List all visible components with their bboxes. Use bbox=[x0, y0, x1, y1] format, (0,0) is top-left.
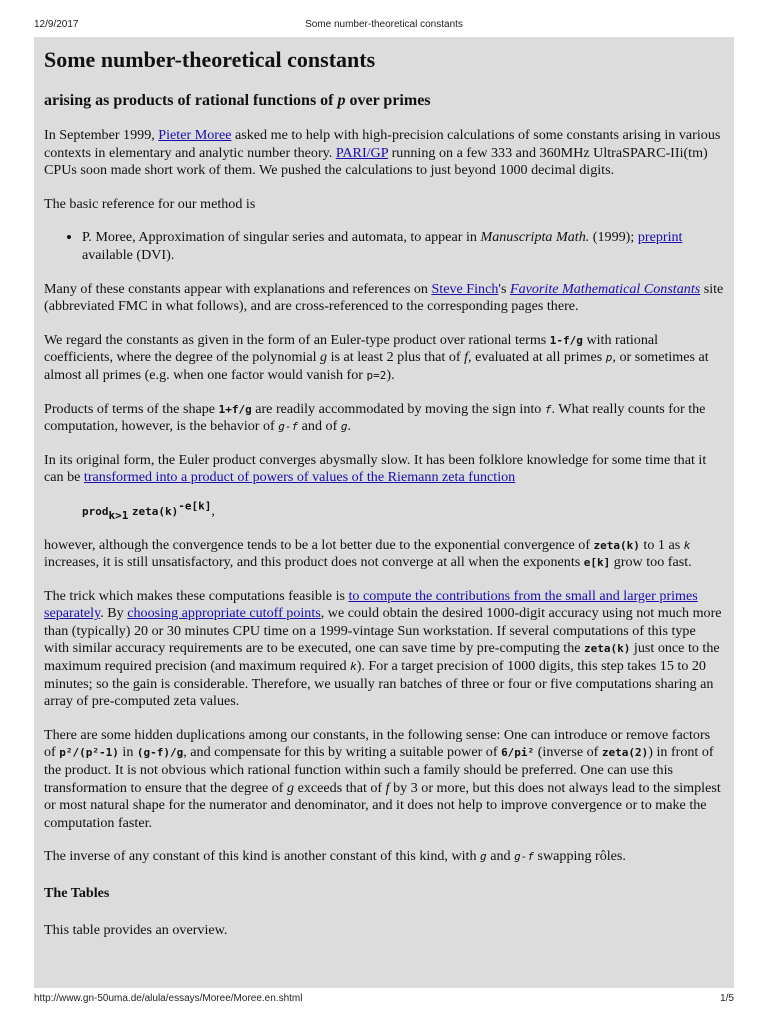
fmc-paragraph: Many of these constants appear with explanations and references on Steve Finch's Favorite Mathematical Constants site (abbreviated FMC in what follows), and are cross-referenced to the corresponding pages there. bbox=[44, 280, 724, 315]
zeta-transform-link[interactable]: transformed into a product of powers of values of the Riemann zeta function bbox=[83, 469, 516, 486]
page-title: Some number-theoretical constants bbox=[44, 47, 376, 72]
tables-heading: The Tables bbox=[44, 885, 110, 901]
split-primes-link[interactable]: to compute the contributions from the small and larger primes separately bbox=[44, 587, 698, 622]
print-date: 12/9/2017 bbox=[34, 19, 79, 30]
zeta-convergence-paragraph: however, although the convergence tends to be a lot better due to the exponential convergence of zeta(k) to 1 as k increases, it is still unsatisfactory, and this product does not converge at all when the exponents e[k] grow too fast. bbox=[44, 536, 692, 571]
reference-intro: The basic reference for our method is bbox=[44, 195, 256, 212]
inverse-paragraph: The inverse of any constant of this kind is another constant of this kind, with g and g-f swapping rôles. bbox=[44, 848, 626, 865]
page-subtitle: arising as products of rational functions of p over primes bbox=[44, 92, 431, 109]
reference-item: • P. Moree, Approximation of singular series and automata, to appear in Manuscripta Math. (1999); preprint available (DVI). bbox=[82, 229, 724, 264]
computation-trick-paragraph: The trick which makes these computations feasible is to compute the contributions from the small and larger primes separately. By choosing appropriate cutoff points, we could obtain the desired 1000-digit accuracy using not much more than (typically) 20 or 30 minutes CPU time on a 1999-vintage Sun workstation. If several computations of this type with similar accuracy requirements are to be executed, one can save time by pre-computing the zeta(k) just once to the maximum required precision (and maximum required k). For a target precision of 1000 digits, this step takes 15 to 20 minutes; so the gain is considerable. Therefore, we usually ran batches of three or four or five computations sharing an array of pre-computed zeta values. bbox=[44, 587, 722, 710]
article-body bbox=[34, 37, 734, 988]
intro-paragraph: In September 1999, Pieter Moree asked me to help with high-precision calculations of some constants arising in various contexts in elementary and analytic number theory. PARI/GP running on a few 333 and 360MHz UltraSPARC-IIi(tm) CPUs soon made short work of them. We pushed the calculations to just beyond 1000 decimal digits. bbox=[44, 127, 721, 179]
shape-paragraph: Products of terms of the shape 1+f/g are readily accommodated by moving the sign into f. What really counts for the computation, however, is the behavior of g-f and of g. bbox=[44, 400, 706, 435]
pieter-moree-link[interactable]: Pieter Moree bbox=[158, 127, 232, 143]
pari-gp-link[interactable]: PARI/GP bbox=[335, 144, 389, 161]
fmc-link[interactable]: Favorite Mathematical Constants bbox=[509, 280, 701, 297]
duplications-paragraph: There are some hidden duplications among our constants, in the following sense: One can introduce or remove factors of p²/(p²-1) in (g-f)/g, and compensate for this by writing a suitable power of 6/pi² (inverse of zeta(2)) in front of the product. It is not obvious which rational function within such a family should be preferred. One can use this transformation to ensure that the degree of g exceeds that of f by 3 or more, but this does not always lead to the simplest or most natural shape for the numerator and denominator, and it does not help to improve convergence or to make the computation faster. bbox=[44, 726, 721, 831]
print-page-title: Some number-theoretical constants bbox=[305, 19, 463, 30]
tables-intro: This table provides an overview. bbox=[44, 922, 228, 938]
print-footer bbox=[0, 990, 768, 1024]
print-page-number: 1/5 bbox=[720, 993, 734, 1004]
steve-finch-link[interactable]: Steve Finch bbox=[431, 280, 499, 297]
cutoff-points-link[interactable]: choosing appropriate cutoff points bbox=[127, 605, 321, 622]
print-header bbox=[0, 0, 768, 36]
print-url: http://www.gn-50uma.de/alula/essays/Moree/Moree.en.shtml bbox=[34, 993, 303, 1004]
zeta-product-formula: prod$_{k>1}$ $zeta(k)^{-e[k]}$, bbox=[82, 499, 215, 522]
convergence-paragraph: In its original form, the Euler product converges abysmally slow. It has been folklore knowledge for some time that it can be transformed into a product of powers of values of the Riemann zeta function bbox=[44, 451, 707, 486]
euler-product-paragraph: We regard the constants as given in the form of an Euler-type product over rational terms 1-f/g with rational coefficients, where the degree of the polynomial g is at least 2 plus that of f, evaluated at all primes p, or sometimes at almost all primes (e.g. when one factor would vanish for p=2). bbox=[44, 331, 709, 383]
preprint-link[interactable]: preprint bbox=[637, 229, 683, 246]
reference-list bbox=[44, 229, 724, 264]
